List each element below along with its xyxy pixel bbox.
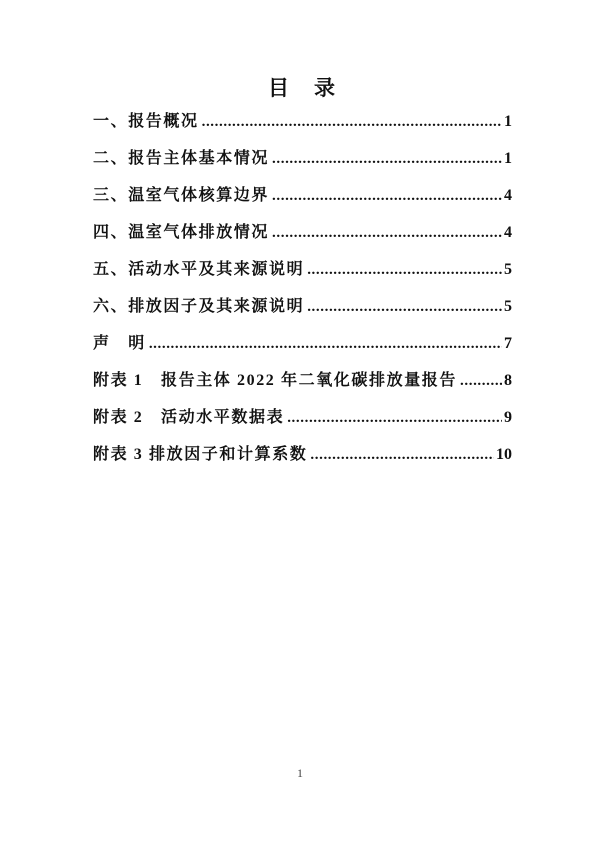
toc-entry[interactable] — [93, 325, 512, 362]
dot-leader — [149, 326, 502, 363]
toc-entry-page: 4 — [504, 224, 512, 241]
toc-entry-label: 附表 2 活动水平数据表 — [93, 409, 285, 426]
toc-entry-label: 声 明 — [93, 335, 146, 352]
dot-leader — [287, 400, 502, 437]
toc-entry-page: 9 — [504, 409, 512, 426]
toc-entry-page: 8 — [504, 372, 512, 389]
toc-entry[interactable] — [93, 103, 512, 140]
toc-entry[interactable] — [93, 362, 512, 399]
toc-entry[interactable] — [93, 251, 512, 288]
toc-entry-label: 三、温室气体核算边界 — [93, 187, 270, 204]
dot-leader — [272, 141, 502, 178]
dot-leader — [272, 215, 502, 252]
toc-entry[interactable] — [93, 140, 512, 177]
dot-leader — [460, 363, 502, 400]
toc-entry-page: 4 — [504, 187, 512, 204]
dot-leader — [307, 289, 502, 326]
toc-entry-label: 四、温室气体排放情况 — [93, 224, 270, 241]
toc-list — [93, 103, 512, 473]
toc-entry-label: 六、排放因子及其来源说明 — [93, 298, 305, 315]
dot-leader — [307, 252, 502, 289]
toc-entry[interactable] — [93, 214, 512, 251]
dot-leader — [272, 178, 502, 215]
toc-entry-label: 附表 3 排放因子和计算系数 — [93, 446, 308, 463]
toc-entry-page: 1 — [504, 113, 512, 130]
toc-entry-label: 附表 1 报告主体 2022 年二氧化碳排放量报告 — [93, 372, 458, 389]
toc-entry-label: 一、报告概况 — [93, 113, 199, 130]
dot-leader — [310, 437, 494, 474]
dot-leader — [202, 104, 502, 141]
toc-entry-page: 7 — [504, 335, 512, 352]
toc-entry[interactable] — [93, 288, 512, 325]
toc-entry[interactable] — [93, 399, 512, 436]
toc-entry[interactable] — [93, 436, 512, 473]
toc-entry-label: 五、活动水平及其来源说明 — [93, 261, 305, 278]
toc-entry-page: 1 — [504, 150, 512, 167]
toc-entry[interactable] — [93, 177, 512, 214]
toc-entry-label: 二、报告主体基本情况 — [93, 150, 270, 167]
toc-entry-page: 5 — [504, 261, 512, 278]
toc-entry-page: 5 — [504, 298, 512, 315]
toc-entry-page: 10 — [496, 446, 512, 463]
page-title: 目 录 — [268, 76, 337, 100]
page-number-footer: 1 — [297, 766, 303, 780]
